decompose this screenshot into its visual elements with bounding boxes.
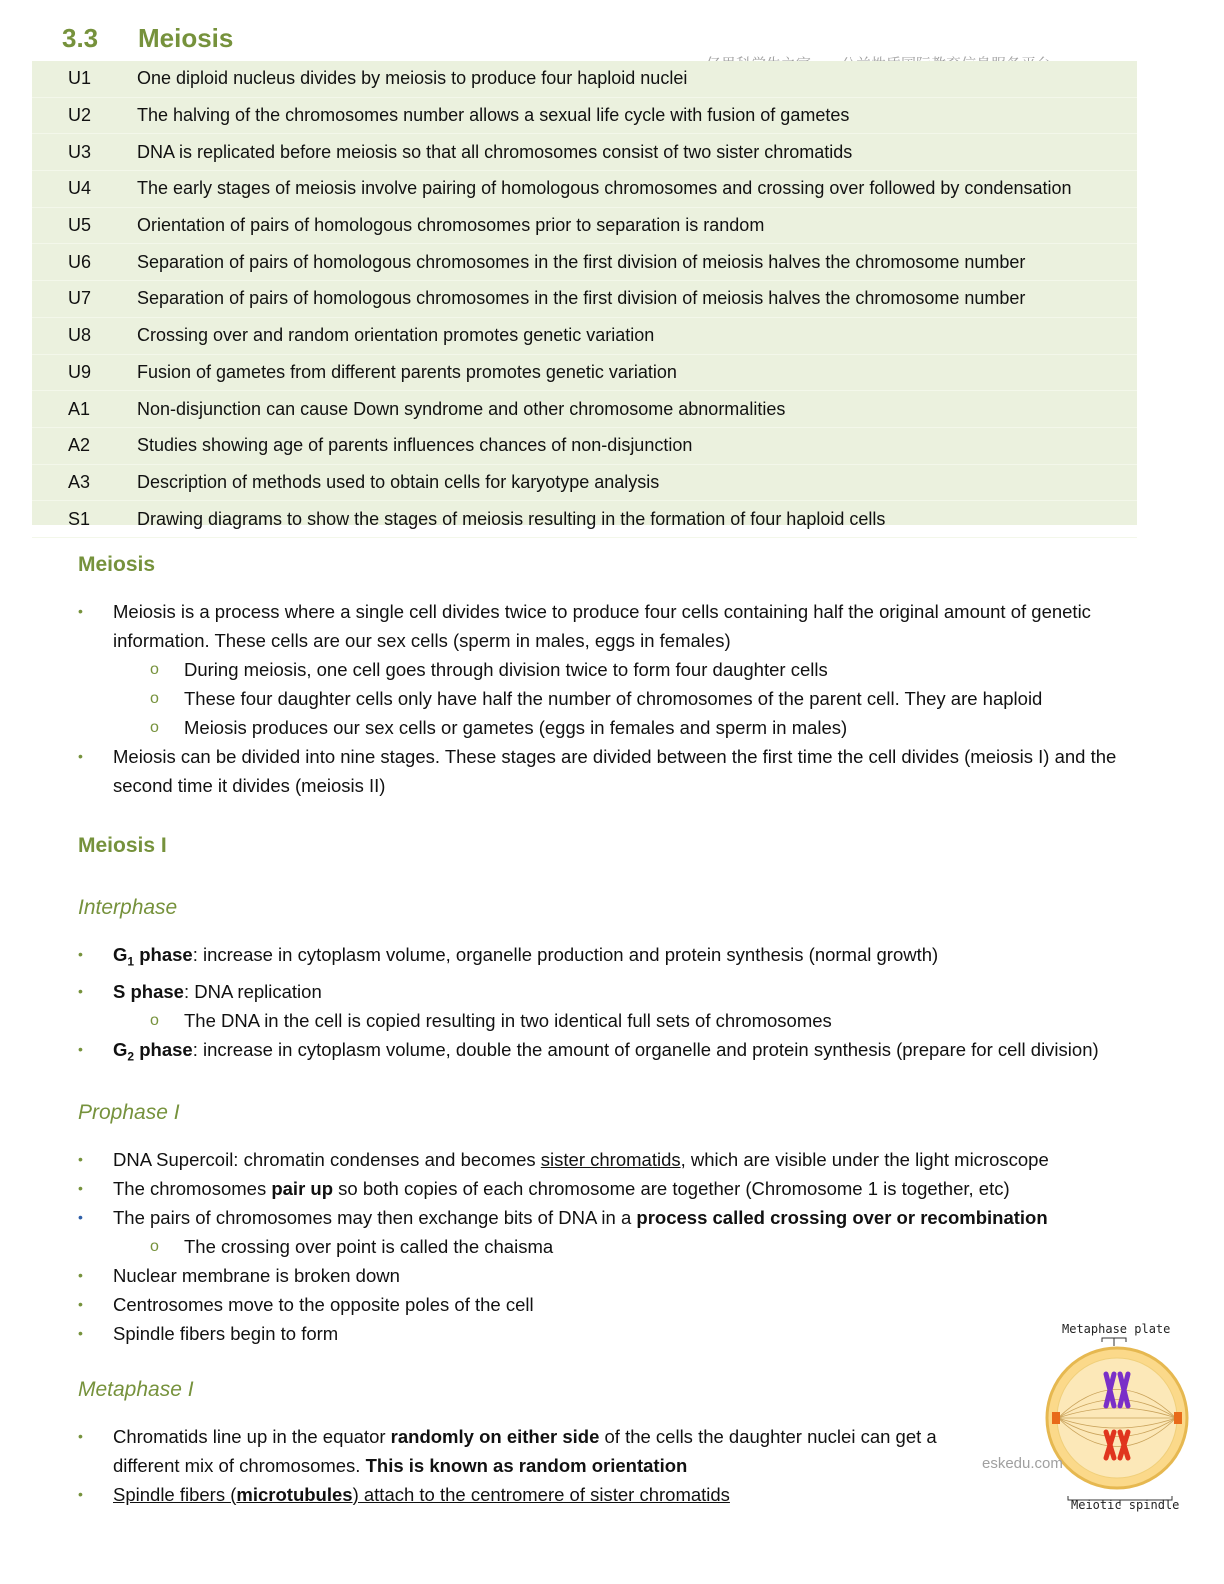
section-heading: [62, 18, 233, 58]
outcome-row: [32, 391, 1137, 428]
outcome-row: [32, 134, 1137, 171]
outcome-row: [32, 281, 1137, 318]
outcome-code: A2: [68, 435, 91, 456]
outcome-text: Crossing over and random orientation promotes genetic variation: [137, 325, 655, 346]
prophase-heading: Prophase I: [78, 1101, 180, 1125]
outcome-code: S1: [68, 508, 91, 529]
outcome-row: [32, 244, 1137, 281]
outcome-row: [32, 501, 1137, 538]
metaphase-plate-label: Metaphase plate: [1062, 1322, 1171, 1336]
meiosis-heading: Meiosis: [78, 553, 156, 576]
outcome-code: U6: [68, 251, 92, 272]
outcome-text: Drawing diagrams to show the stages of meiosis resulting in the formation of four haploid cells: [137, 508, 886, 529]
metaphase-bullets: [78, 1422, 948, 1509]
outcome-text: Fusion of gametes from different parents promotes genetic variation: [137, 361, 677, 382]
list-item: • Centrosomes move to the opposite poles of the cell: [78, 1290, 1178, 1319]
outcome-text: Separation of pairs of homologous chromosomes in the first division of meiosis halves the chromosome number: [137, 251, 1026, 272]
list-item: • DNA Supercoil: chromatin condenses and becomes sister chromatids, which are visible under the light microscope: [78, 1145, 1178, 1174]
watermark-bottom: eskedu.com: [982, 1455, 1063, 1472]
outcome-row: [32, 428, 1137, 465]
prophase-bullets: [78, 1145, 1178, 1348]
list-item: • Meiosis can be divided into nine stages. These stages are divided between the first time the cell divides (meiosis I) and the second time it divides (meiosis II): [78, 742, 1178, 800]
meiosis1-heading: Meiosis I: [78, 834, 167, 857]
list-item: • Spindle fibers begin to form: [78, 1319, 1178, 1348]
outcome-row: [32, 208, 1137, 245]
outcome-code: U8: [68, 325, 92, 346]
outcome-text: The halving of the chromosomes number allows a sexual life cycle with fusion of gametes: [137, 105, 850, 126]
sub-list: [78, 1232, 1178, 1261]
outcome-text: DNA is replicated before meiosis so that all chromosomes consist of two sister chromatids: [137, 141, 853, 162]
list-item: • The pairs of chromosomes may then exchange bits of DNA in a process called crossing over or recombination o The crossing over point is called the chaisma: [78, 1203, 1178, 1261]
section-title: Meiosis: [138, 22, 234, 53]
section-number: 3.3: [62, 22, 99, 53]
outcome-row: [32, 355, 1137, 392]
outcome-code: U3: [68, 141, 92, 162]
outcome-row: [32, 61, 1137, 98]
sub-list-item: o Meiosis produces our sex cells or gametes (eggs in females and sperm in males): [78, 713, 1178, 742]
outcome-code: A3: [68, 471, 91, 492]
outcome-code: U4: [68, 178, 92, 199]
notes-body: [78, 545, 1178, 1509]
outcome-code: A1: [68, 398, 91, 419]
outcome-row: [32, 465, 1137, 502]
list-item: • The chromosomes pair up so both copies of each chromosome are together (Chromosome 1 is together, etc): [78, 1174, 1178, 1203]
list-item: • Meiosis is a process where a single cell divides twice to produce four cells containing half the original amount of genetic information. These cells are our sex cells (sperm in males, eggs in females) o During meiosis, one cell goes through division twice to form four daughter cells o These four daughter cells only have half the number of chromosomes of the parent cell. They are haploid o Meiosis produces our sex cells or gametes (eggs in females and sperm in males): [78, 597, 1178, 742]
sub-list-item: o The DNA in the cell is copied resulting in two identical full sets of chromosomes: [78, 1006, 1178, 1035]
outcome-code: U1: [68, 68, 92, 89]
outcome-text: One diploid nucleus divides by meiosis to produce four haploid nuclei: [137, 68, 688, 89]
list-item: • Spindle fibers (microtubules) attach to the centromere of sister chromatids: [78, 1480, 948, 1509]
sub-list: [78, 1006, 1178, 1035]
metaphase-diagram: [1040, 1318, 1205, 1518]
outcome-text: The early stages of meiosis involve pairing of homologous chromosomes and crossing over followed by condensation: [137, 178, 1072, 199]
list-item: • Nuclear membrane is broken down: [78, 1261, 1178, 1290]
list-item: • S phase: DNA replication o The DNA in the cell is copied resulting in two identical full sets of chromosomes: [78, 977, 1178, 1035]
sub-list-item: o The crossing over point is called the chaisma: [78, 1232, 1178, 1261]
list-item: • $G_2$ phase: increase in cytoplasm volume, double the amount of organelle and protein synthesis (prepare for cell division): [78, 1035, 1178, 1072]
list-item: • Chromatids line up in the equator randomly on either side of the cells the daughter nuclei can get a different mix of chromosomes. This is known as random orientation: [78, 1422, 948, 1480]
outcome-text: Non-disjunction can cause Down syndrome and other chromosome abnormalities: [137, 398, 786, 419]
outcome-text: Description of methods used to obtain cells for karyotype analysis: [137, 471, 660, 492]
outcome-row: [32, 318, 1137, 355]
metaphase-cell-icon: [1040, 1336, 1205, 1506]
outcome-code: U5: [68, 215, 92, 236]
outcome-row: [32, 171, 1137, 208]
interphase-heading: Interphase: [78, 896, 178, 919]
sub-list: [78, 655, 1178, 742]
list-item: • $G_1$ phase: increase in cytoplasm volume, organelle production and protein synthesis (normal growth): [78, 940, 1178, 977]
sub-list-item: o During meiosis, one cell goes through division twice to form four daughter cells: [78, 655, 1178, 684]
outcomes-table: [32, 61, 1137, 529]
outcome-code: U9: [68, 361, 92, 382]
meiotic-spindle-label: Meiotic spindle: [1071, 1498, 1180, 1512]
outcome-row: [32, 98, 1137, 135]
outcome-text: Studies showing age of parents influences chances of non-disjunction: [137, 435, 693, 456]
metaphase-heading: Metaphase I: [78, 1378, 194, 1402]
outcome-text: Separation of pairs of homologous chromosomes in the first division of meiosis halves the chromosome number: [137, 288, 1026, 309]
meiosis-bullets: [78, 597, 1178, 800]
sub-list-item: o These four daughter cells only have half the number of chromosomes of the parent cell. They are haploid: [78, 684, 1178, 713]
interphase-bullets: [78, 940, 1178, 1071]
outcome-text: Orientation of pairs of homologous chromosomes prior to separation is random: [137, 215, 765, 236]
outcome-code: U7: [68, 288, 92, 309]
outcome-code: U2: [68, 105, 92, 126]
